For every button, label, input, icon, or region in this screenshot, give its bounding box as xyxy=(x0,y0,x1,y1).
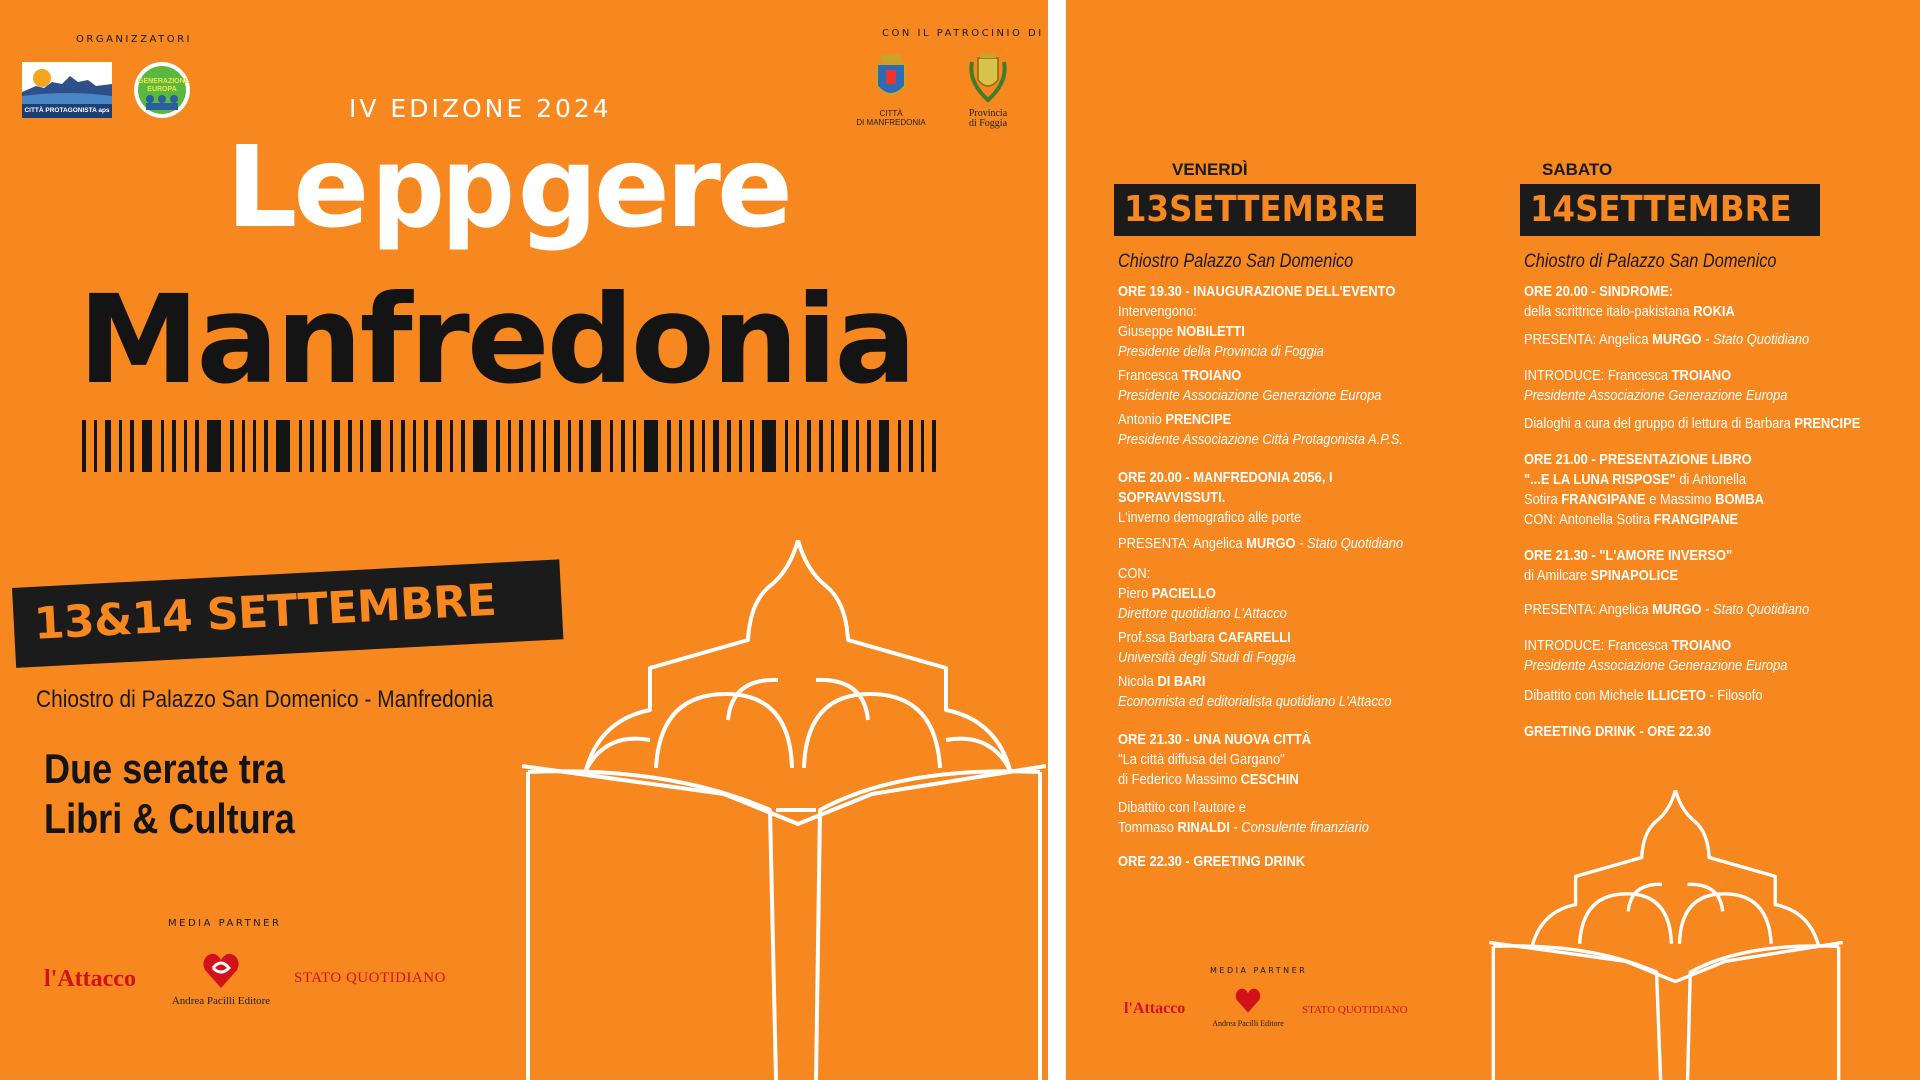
barcode-stripe xyxy=(450,420,453,472)
introducer-role: Presidente Associazione Generazione Europa xyxy=(1524,657,1788,674)
author-prefix: di Antonella xyxy=(1675,471,1747,488)
introducer-name: TROIANO xyxy=(1671,367,1732,384)
barcode-stripe xyxy=(702,420,705,472)
barcode-stripe xyxy=(591,420,601,472)
speaker-last-name: NOBILETTI xyxy=(1176,323,1245,340)
speaker-row xyxy=(1118,366,1436,386)
partner-stato-quotidiano-logo: STATO QUOTIDIANO xyxy=(294,970,446,986)
subtitle-prefix: della scrittrice italo-pakistana xyxy=(1524,303,1694,320)
speaker-first-name: Francesca xyxy=(1118,367,1182,384)
barcode-stripe xyxy=(785,420,788,472)
barcode-stripe xyxy=(299,420,302,472)
manfredonia-crest-line1: CITTÀ xyxy=(879,109,903,118)
barcode-stripe xyxy=(310,420,314,472)
con-name: FRANGIPANE xyxy=(1653,511,1739,528)
author-prefix: di Amilcare xyxy=(1524,567,1591,584)
barcode-stripe xyxy=(130,420,134,472)
book-dome-illustration xyxy=(520,540,1048,1080)
coauthor-prefix: e Massimo xyxy=(1645,491,1716,508)
barcode-stripe xyxy=(413,420,416,472)
barcode-stripe xyxy=(879,420,889,472)
guest-row xyxy=(1118,628,1436,648)
author-name: ROKIA xyxy=(1693,303,1735,320)
guest-role: Economista ed editorialista quotidiano L'Attacco xyxy=(1118,693,1392,710)
partner-pacilli-logo xyxy=(1208,986,1288,1028)
day1-event1-intro: Intervengono: xyxy=(1118,303,1197,320)
guest-row xyxy=(1118,672,1436,692)
day2-event1-header: ORE 20.00 - SINDROME: xyxy=(1524,283,1674,300)
speaker-row xyxy=(1118,322,1436,342)
day2-venue: Chiostro di Palazzo San Domenico xyxy=(1524,251,1777,272)
barcode-stripe xyxy=(739,420,742,472)
day1-weekday: VENERDÌ xyxy=(1172,160,1248,179)
generazione-europa-text: GENERAZIONE EUROPA xyxy=(138,78,190,93)
introducer-prefix: INTRODUCE: Francesca xyxy=(1524,637,1672,654)
speaker-last-name: PRENCIPE xyxy=(1165,411,1232,428)
barcode-stripe xyxy=(242,420,245,472)
presenter-prefix: PRESENTA: Angelica xyxy=(1118,535,1247,552)
barcode-stripe xyxy=(921,420,924,472)
barcode-stripe xyxy=(207,420,221,472)
day2-event3-debate xyxy=(1524,686,1842,706)
barcode-stripe xyxy=(253,420,256,472)
day2-event3-header: ORE 21.30 - "L'AMORE INVERSO" xyxy=(1524,547,1733,564)
tagline-line2: Libri & Cultura xyxy=(44,795,295,842)
tagline xyxy=(44,744,295,844)
barcode-stripe xyxy=(195,420,199,472)
barcode-stripe xyxy=(172,420,176,472)
partner-pacilli-logo xyxy=(168,950,274,1007)
barcode-stripe xyxy=(543,420,546,472)
day1-event2-header: ORE 20.00 - MANFREDONIA 2056, I SOPRAVVISSUTI. xyxy=(1118,469,1333,506)
barcode-stripe xyxy=(473,420,487,472)
barcode-stripe xyxy=(390,420,393,472)
presenter-name: MURGO xyxy=(1652,331,1702,348)
day2-event3-introducer xyxy=(1524,636,1842,656)
partner-attacco-logo: l'Attacco xyxy=(44,966,136,992)
barcode-stripe xyxy=(621,420,625,472)
coauthor-name: BOMBA xyxy=(1715,491,1764,508)
media-partner-label: MEDIA PARTNER xyxy=(1210,966,1308,975)
barcode-stripe xyxy=(142,420,152,472)
dialogue-name: PRENCIPE xyxy=(1794,415,1861,432)
barcode-stripe xyxy=(360,420,363,472)
barcode-stripe xyxy=(713,420,719,472)
barcode-stripe xyxy=(161,420,164,472)
day2-event1-dialogue xyxy=(1524,414,1861,434)
barcode-stripe xyxy=(831,420,834,472)
day1-event1-header: ORE 19.30 - INAUGURAZIONE DELL'EVENTO xyxy=(1118,283,1396,300)
event-dates: 13&14 SETTEMBRE xyxy=(32,574,498,650)
speaker-first-name: Giuseppe xyxy=(1118,323,1177,340)
barcode-stripe xyxy=(633,420,636,472)
barcode-stripe xyxy=(322,420,326,472)
day1-event3-header: ORE 21.30 - UNA NUOVA CITTÀ xyxy=(1118,731,1312,748)
barcode-stripe xyxy=(496,420,500,472)
author-prefix: di Federico Massimo xyxy=(1118,771,1241,788)
presenter-name: MURGO xyxy=(1246,535,1296,552)
manfredonia-crest-line2: DI MANFREDONIA xyxy=(856,118,926,127)
speaker-role: Presidente Associazione Città Protagonista A.P.S. xyxy=(1118,431,1403,448)
speaker-role: Presidente Associazione Generazione Europa xyxy=(1118,387,1382,404)
pacilli-text: Andrea Pacilli Editore xyxy=(171,995,271,1007)
barcode-stripe xyxy=(690,420,694,472)
foggia-crest-line1: Provincia xyxy=(968,108,1008,119)
author-name: SPINAPOLICE xyxy=(1590,567,1679,584)
barcode-stripe xyxy=(371,420,381,472)
organizers-label: ORGANIZZATORI xyxy=(76,34,192,45)
day1-date: 13SETTEMBRE xyxy=(1124,189,1386,230)
day1-event2-con: CON: xyxy=(1118,565,1151,582)
barcode-stripe xyxy=(819,420,823,472)
presenter-affiliation: - Stato Quotidiano xyxy=(1701,601,1810,618)
barcode-stripe xyxy=(519,420,523,472)
partner-attacco-logo: l'Attacco xyxy=(1124,1000,1186,1017)
presenter-name: MURGO xyxy=(1652,601,1702,618)
speaker-first-name: Antonio xyxy=(1118,411,1166,428)
day1-event3-subtitle: "La città diffusa del Gargano" xyxy=(1118,751,1285,768)
barcode-stripe xyxy=(727,420,731,472)
barcode-stripe xyxy=(807,420,811,472)
day1-event2-subtitle: L'inverno demografico alle porte xyxy=(1118,509,1302,526)
barcode-stripe xyxy=(461,420,465,472)
media-partner-label: MEDIA PARTNER xyxy=(168,918,282,929)
author-last-name: FRANGIPANE xyxy=(1561,491,1646,508)
dates-banner xyxy=(12,559,563,668)
day2-event2-con xyxy=(1524,510,1842,530)
generazione-europa-logo xyxy=(134,62,190,118)
book-title: "...E LA LUNA RISPOSE" xyxy=(1524,471,1676,488)
presenter-prefix: PRESENTA: Angelica xyxy=(1524,331,1653,348)
day2-program xyxy=(1524,251,1861,742)
guest-first-name: Tommaso xyxy=(1118,819,1178,836)
guest-role: - Consulente finanziario xyxy=(1229,819,1369,836)
speaker-role: Presidente della Provincia di Foggia xyxy=(1118,343,1324,360)
guest-role: Università degli Studi di Foggia xyxy=(1118,649,1296,666)
barcode-stripe xyxy=(568,420,571,472)
guest-first-name: Nicola xyxy=(1118,673,1158,690)
day2-event2-header: ORE 21.00 - PRESENTAZIONE LIBRO xyxy=(1524,451,1752,468)
partner-stato-quotidiano-logo: STATO QUOTIDIANO xyxy=(1302,1004,1408,1016)
barcode-stripe xyxy=(436,420,442,472)
con-prefix: CON: Antonella Sotira xyxy=(1524,511,1654,528)
day1-program xyxy=(1118,252,1436,872)
barcode-stripe xyxy=(105,420,111,472)
crest-icon xyxy=(874,52,908,104)
barcode-stripe xyxy=(750,420,754,472)
day2-event4-header: GREETING DRINK - ORE 22.30 xyxy=(1524,723,1712,740)
tagline-line1: Due serate tra xyxy=(44,745,285,792)
debate-name: ILLICETO xyxy=(1647,687,1706,704)
barcode-stripe xyxy=(667,420,671,472)
foggia-crest xyxy=(958,52,1018,129)
barcode-stripe xyxy=(82,420,86,472)
barcode-stripe xyxy=(276,420,290,472)
barcode-stripe xyxy=(531,420,535,472)
guest-role: Direttore quotidiano L'Attacco xyxy=(1118,605,1287,622)
day1-event3-guest xyxy=(1118,818,1436,838)
introducer-prefix: INTRODUCE: Francesca xyxy=(1524,367,1672,384)
guest-row xyxy=(1118,584,1436,604)
barcode-stripe xyxy=(842,420,848,472)
title-part2: pp xyxy=(371,123,512,253)
presenter-prefix: PRESENTA: Angelica xyxy=(1524,601,1653,618)
day2-date: 14SETTEMBRE xyxy=(1530,189,1792,230)
manfredonia-crest xyxy=(852,52,930,127)
pacilli-heart-icon xyxy=(201,950,241,990)
book-dome-illustration xyxy=(1486,790,1846,1080)
day2-event1-subtitle xyxy=(1524,302,1842,322)
author-first-name: Sotira xyxy=(1524,491,1562,508)
edition-label: IV EDIZONE 2024 xyxy=(349,94,612,123)
guest-last-name: CAFARELLI xyxy=(1218,629,1291,646)
guest-last-name: RINALDI xyxy=(1177,819,1230,836)
barcode-stripe xyxy=(867,420,871,472)
introducer-name: TROIANO xyxy=(1671,637,1732,654)
day1-event2-presenter xyxy=(1118,534,1436,554)
wreath-crest-icon xyxy=(966,52,1010,104)
author-name: CESCHIN xyxy=(1240,771,1299,788)
barcode-stripe xyxy=(762,420,776,472)
presenter-affiliation: - Stato Quotidiano xyxy=(1295,535,1404,552)
barcode-stripe xyxy=(898,420,901,472)
barcode-stripe xyxy=(932,420,936,472)
barcode-stripe xyxy=(796,420,799,472)
speaker-row xyxy=(1118,410,1436,430)
barcode-stripe xyxy=(856,420,859,472)
day2-event3-author xyxy=(1524,566,1842,586)
title-part3: gere xyxy=(517,123,789,253)
guest-last-name: DI BARI xyxy=(1157,673,1206,690)
barcode-graphic xyxy=(82,420,940,472)
pacilli-text: Andrea Pacilli Editore xyxy=(1212,1019,1284,1028)
day1-date-banner xyxy=(1114,184,1416,236)
day1-venue: Chiostro Palazzo San Domenico xyxy=(1118,251,1354,272)
day2-event3-presenter xyxy=(1524,600,1842,620)
dialogue-text: Dialoghi a cura del gruppo di lettura di Barbara xyxy=(1524,415,1795,432)
barcode-stripe xyxy=(264,420,268,472)
guest-last-name: PACIELLO xyxy=(1151,585,1216,602)
barcode-stripe xyxy=(334,420,340,472)
day2-weekday: SABATO xyxy=(1542,160,1613,179)
barcode-stripe xyxy=(230,420,234,472)
barcode-stripe xyxy=(644,420,658,472)
day2-event1-presenter xyxy=(1524,330,1842,350)
guest-first-name: Piero xyxy=(1118,585,1152,602)
program-panel xyxy=(1066,0,1920,1080)
citta-protagonista-icon xyxy=(22,62,112,104)
people-icon xyxy=(144,94,180,110)
day1-event3-author xyxy=(1118,770,1436,790)
barcode-stripe xyxy=(610,420,613,472)
introducer-role: Presidente Associazione Generazione Europa xyxy=(1524,387,1788,404)
day1-event3-debate: Dibattito con l'autore e xyxy=(1118,799,1246,816)
debate-role: - Filosofo xyxy=(1705,687,1763,704)
event-subtitle: Manfredonia xyxy=(78,269,914,411)
presenter-affiliation: - Stato Quotidiano xyxy=(1701,331,1810,348)
citta-protagonista-logo xyxy=(22,62,112,118)
barcode-stripe xyxy=(348,420,352,472)
speaker-last-name: TROIANO xyxy=(1181,367,1242,384)
citta-protagonista-text: CITTÀ PROTAGONISTA aps xyxy=(22,104,112,118)
barcode-stripe xyxy=(119,420,122,472)
day2-event1-introducer xyxy=(1524,366,1842,386)
barcode-stripe xyxy=(424,420,428,472)
barcode-stripe xyxy=(401,420,405,472)
barcode-stripe xyxy=(508,420,511,472)
patronage-label: CON IL PATROCINIO DI xyxy=(882,28,1044,39)
foggia-crest-line2: di Foggia xyxy=(968,118,1008,129)
event-title xyxy=(226,118,789,258)
event-location: Chiostro di Palazzo San Domenico - Manfredonia xyxy=(36,686,494,713)
debate-prefix: Dibattito con Michele xyxy=(1524,687,1648,704)
barcode-stripe xyxy=(679,420,682,472)
day1-event4-header: ORE 22.30 - GREETING DRINK xyxy=(1118,853,1306,870)
barcode-stripe xyxy=(94,420,97,472)
barcode-stripe xyxy=(909,420,913,472)
guest-first-name: Prof.ssa Barbara xyxy=(1118,629,1219,646)
barcode-stripe xyxy=(579,420,583,472)
day2-date-banner xyxy=(1520,184,1820,236)
day2-event2-authors xyxy=(1524,490,1842,510)
day2-event2-title xyxy=(1524,470,1842,490)
barcode-stripe xyxy=(554,420,560,472)
pacilli-heart-icon xyxy=(1234,986,1262,1014)
title-part1: Le xyxy=(226,123,366,253)
barcode-stripe xyxy=(184,420,187,472)
